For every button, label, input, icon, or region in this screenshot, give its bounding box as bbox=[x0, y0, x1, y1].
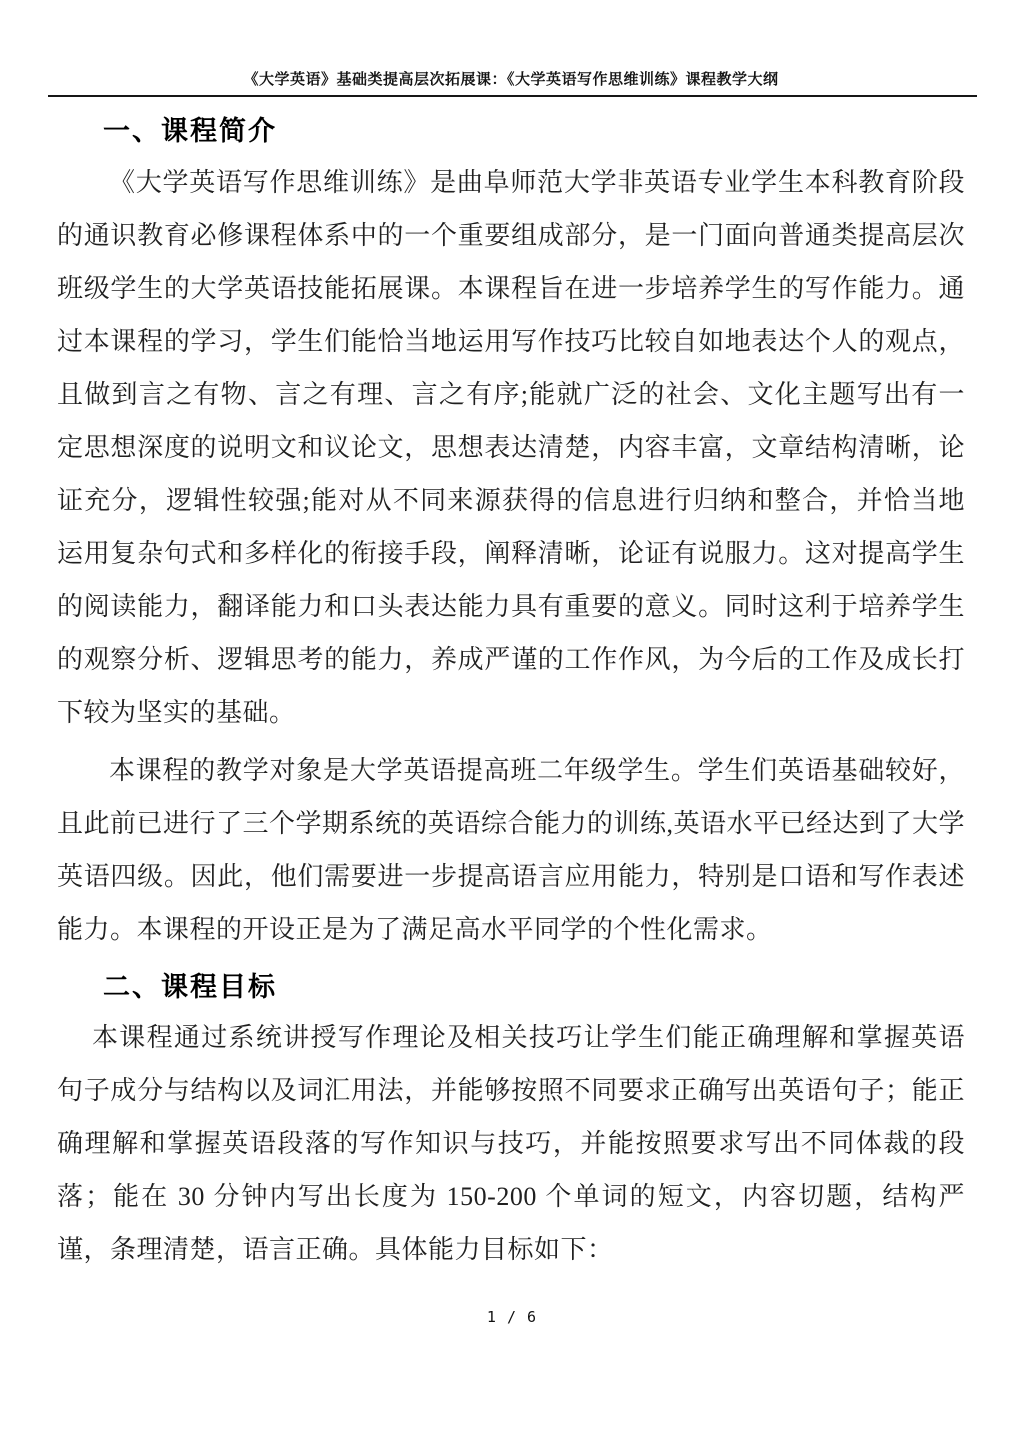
paragraph-course-intro-1: 《大学英语写作思维训练》是曲阜师范大学非英语专业学生本科教育阶段的通识教育必修课程体系中的一个重要组成部分，是一门面向普通类提高层次班级学生的大学英语技能拓展课。本课程旨在进一步培养学生的写作能力。通过本课程的学习，学生们能恰当地运用写作技巧比较自如地表达个人的观点，且做到言之有物、言之有理、言之有序;能就广泛的社会、文化主题写出有一定思想深度的说明文和议论文，思想表达清楚，内容丰富，文章结构清晰，论证充分，逻辑性较强;能对从不同来源获得的信息进行归纳和整合，并恰当地运用复杂句式和多样化的衔接手段，阐释清晰，论证有说服力。这对提高学生的阅读能力，翻译能力和口头表达能力具有重要的意义。同时这利于培养学生的观察分析、逻辑思考的能力，养成严谨的工作作风，为今后的工作及成长打下较为坚实的基础。 bbox=[57, 168, 965, 727]
section-heading-course-goals: 二、课程目标 bbox=[103, 972, 277, 1002]
section-heading-course-intro: 一、课程简介 bbox=[103, 116, 277, 146]
paragraph-course-goals-1: 本课程通过系统讲授写作理论及相关技巧让学生们能正确理解和掌握英语句子成分与结构以及词汇用法，并能够按照不同要求正确写出英语句子；能正确理解和掌握英语段落的写作知识与技巧，并能按照要求写出不同体裁的段落；能在 30 分钟内写出长度为 150-200 个单词的短文，内容切题，结构严谨，条理清楚，语言正确。具体能力目标如下： bbox=[57, 1023, 965, 1264]
header-rule bbox=[48, 95, 977, 97]
page-header bbox=[57, 70, 965, 97]
page-number: 1 / 6 bbox=[486, 1308, 538, 1326]
paragraph-course-intro-2: 本课程的教学对象是大学英语提高班二年级学生。学生们英语基础较好，且此前已进行了三个学期系统的英语综合能力的训练,英语水平已经达到了大学英语四级。因此，他们需要进一步提高语言应用能力，特别是口语和写作表述能力。本课程的开设正是为了满足高水平同学的个性化需求。 bbox=[57, 756, 966, 944]
header-title: 《大学英语》基础类提高层次拓展课：《大学英语写作思维训练》课程教学大纲 bbox=[243, 71, 779, 88]
